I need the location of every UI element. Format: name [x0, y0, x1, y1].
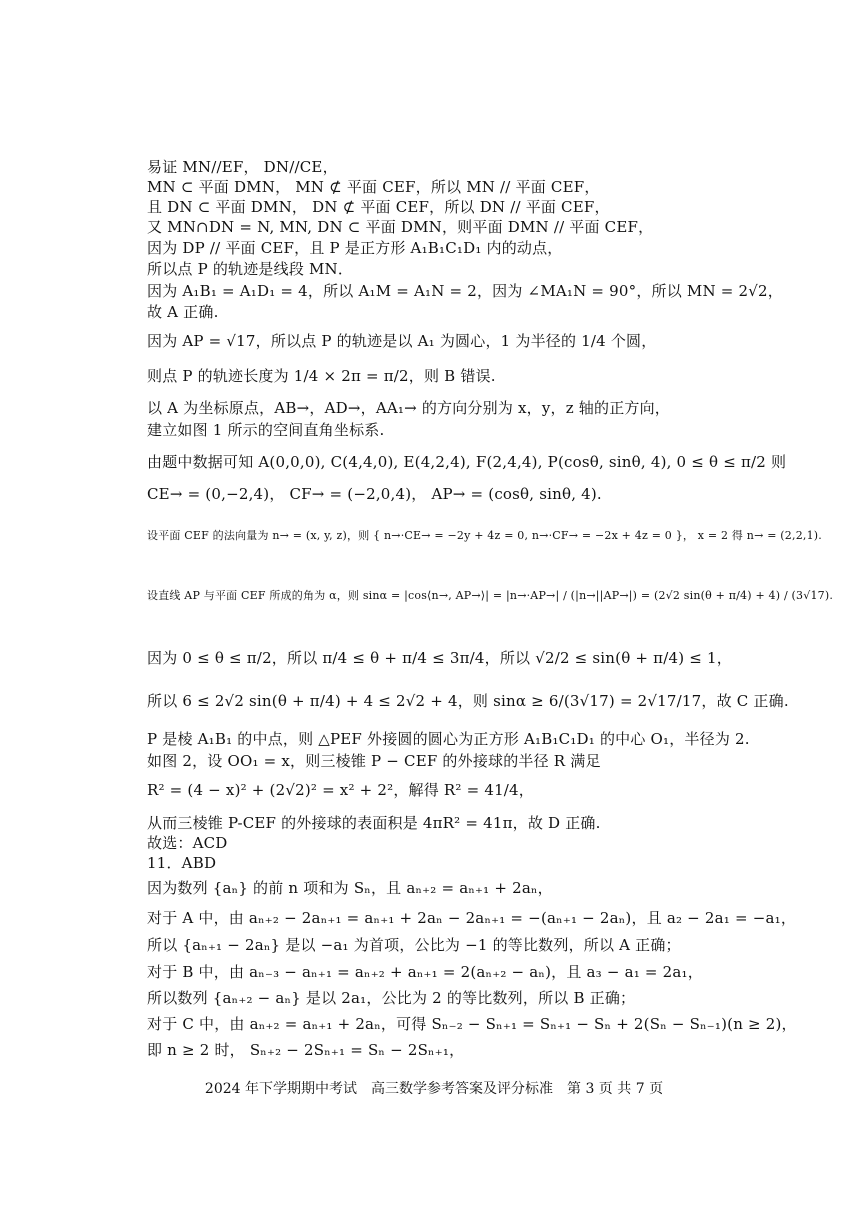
text-line: 因为 0 ≤ θ ≤ π/2，所以 π/4 ≤ θ + π/4 ≤ 3π/4，所以 √2/2 ≤ sin(θ + π/4) ≤ 1，: [147, 649, 732, 667]
text-line: 如图 2，设 OO₁ = x，则三棱锥 P − CEF 的外接球的半径 R 满足: [147, 752, 601, 770]
text-line: 由题中数据可知 A(0,0,0), C(4,4,0), E(4,2,4), F(2,4,4), P(cosθ, sinθ, 4), 0 ≤ θ ≤ π/2 则: [147, 453, 787, 471]
text-line: 且 DN ⊂ 平面 DMN， DN ⊄ 平面 CEF，所以 DN // 平面 CEF，: [147, 198, 610, 216]
text-line: R² = (4 − x)² + (2√2)² = x² + 2²，解得 R² = 41/4，: [147, 781, 535, 799]
text-line: 则点 P 的轨迹长度为 1/4 × 2π = π/2，则 B 错误.: [147, 367, 496, 385]
text-line: 对于 C 中，由 aₙ₊₂ = aₙ₊₁ + 2aₙ，可得 Sₙ₋₂ − Sₙ₊₁ = Sₙ₊₁ − Sₙ + 2(Sₙ − Sₙ₋₁)(n ≥ 2)，: [147, 1015, 797, 1033]
text-line: 故 A 正确.: [147, 303, 219, 321]
text-line: 设平面 CEF 的法向量为 n→ = (x, y, z)，则 { n→·CE→ = −2y + 4z = 0, n→·CF→ = −2x + 4z = 0 }， x = 2 得 n→ = (2,2,1).: [147, 529, 822, 542]
page-footer: 2024 年下学期期中考试 高三数学参考答案及评分标准 第 3 页 共 7 页: [204, 1081, 664, 1097]
text-line: P 是棱 A₁B₁ 的中点，则 △PEF 外接圆的圆心为正方形 A₁B₁C₁D₁ 的中心 O₁，半径为 2.: [147, 730, 750, 748]
text-line: 故选：ACD: [147, 834, 228, 852]
text-line: 所以数列 {aₙ₊₂ − aₙ} 是以 2a₁，公比为 2 的等比数列，所以 B 正确；: [147, 989, 636, 1007]
text-line: 设直线 AP 与平面 CEF 所成的角为 α，则 sinα = |cos⟨n→, AP→⟩| = |n→·AP→| / (|n→||AP→|) = (2√2 sin(θ + π/4) + 4) / (3√17).: [147, 589, 834, 602]
text-line: 对于 A 中，由 aₙ₊₂ − 2aₙ₊₁ = aₙ₊₁ + 2aₙ − 2aₙ₊₁ = −(aₙ₊₁ − 2aₙ)，且 a₂ − 2a₁ = −a₁，: [147, 909, 797, 927]
text-line: 因为 A₁B₁ = A₁D₁ = 4，所以 A₁M = A₁N = 2，因为 ∠MA₁N = 90°，所以 MN = 2√2，: [147, 282, 783, 300]
text-line: 因为 DP // 平面 CEF，且 P 是正方形 A₁B₁C₁D₁ 内的动点，: [147, 239, 563, 257]
text-line: 所以 {aₙ₊₁ − 2aₙ} 是以 −a₁ 为首项，公比为 −1 的等比数列，所以 A 正确；: [147, 936, 681, 954]
text-line: 易证 MN//EF， DN//CE，: [147, 158, 338, 176]
text-line: 因为 AP = √17，所以点 P 的轨迹是以 A₁ 为圆心，1 为半径的 1/4 个圆，: [147, 332, 657, 350]
text-line: CE→ = (0,−2,4)， CF→ = (−2,0,4)， AP→ = (cosθ, sinθ, 4).: [147, 485, 602, 503]
text-line: 建立如图 1 所示的空间直角坐标系.: [147, 421, 385, 439]
text-line: 对于 B 中，由 aₙ₋₃ − aₙ₊₁ = aₙ₊₂ + aₙ₊₁ = 2(aₙ₊₂ − aₙ)，且 a₃ − a₁ = 2a₁，: [147, 963, 703, 981]
text-line: 11．ABD: [147, 854, 217, 872]
text-line: MN ⊂ 平面 DMN， MN ⊄ 平面 CEF，所以 MN // 平面 CEF，: [147, 178, 600, 196]
text-line: 又 MN∩DN = N, MN, DN ⊂ 平面 DMN，则平面 DMN // 平面 CEF，: [147, 218, 654, 236]
text-line: 所以点 P 的轨迹是线段 MN．: [147, 260, 354, 278]
text-line: 即 n ≥ 2 时， Sₙ₊₂ − 2Sₙ₊₁ = Sₙ − 2Sₙ₊₁，: [147, 1041, 465, 1059]
text-line: 以 A 为坐标原点，AB→，AD→，AA₁→ 的方向分别为 x，y，z 轴的正方向，: [147, 399, 671, 417]
text-line: 因为数列 {aₙ} 的前 n 项和为 Sₙ，且 aₙ₊₂ = aₙ₊₁ + 2aₙ，: [147, 879, 553, 897]
text-line: 从而三棱锥 P-CEF 的外接球的表面积是 4πR² = 41π，故 D 正确.: [147, 814, 601, 832]
text-line: 所以 6 ≤ 2√2 sin(θ + π/4) + 4 ≤ 2√2 + 4，则 sinα ≥ 6/(3√17) = 2√17/17，故 C 正确.: [147, 692, 789, 710]
